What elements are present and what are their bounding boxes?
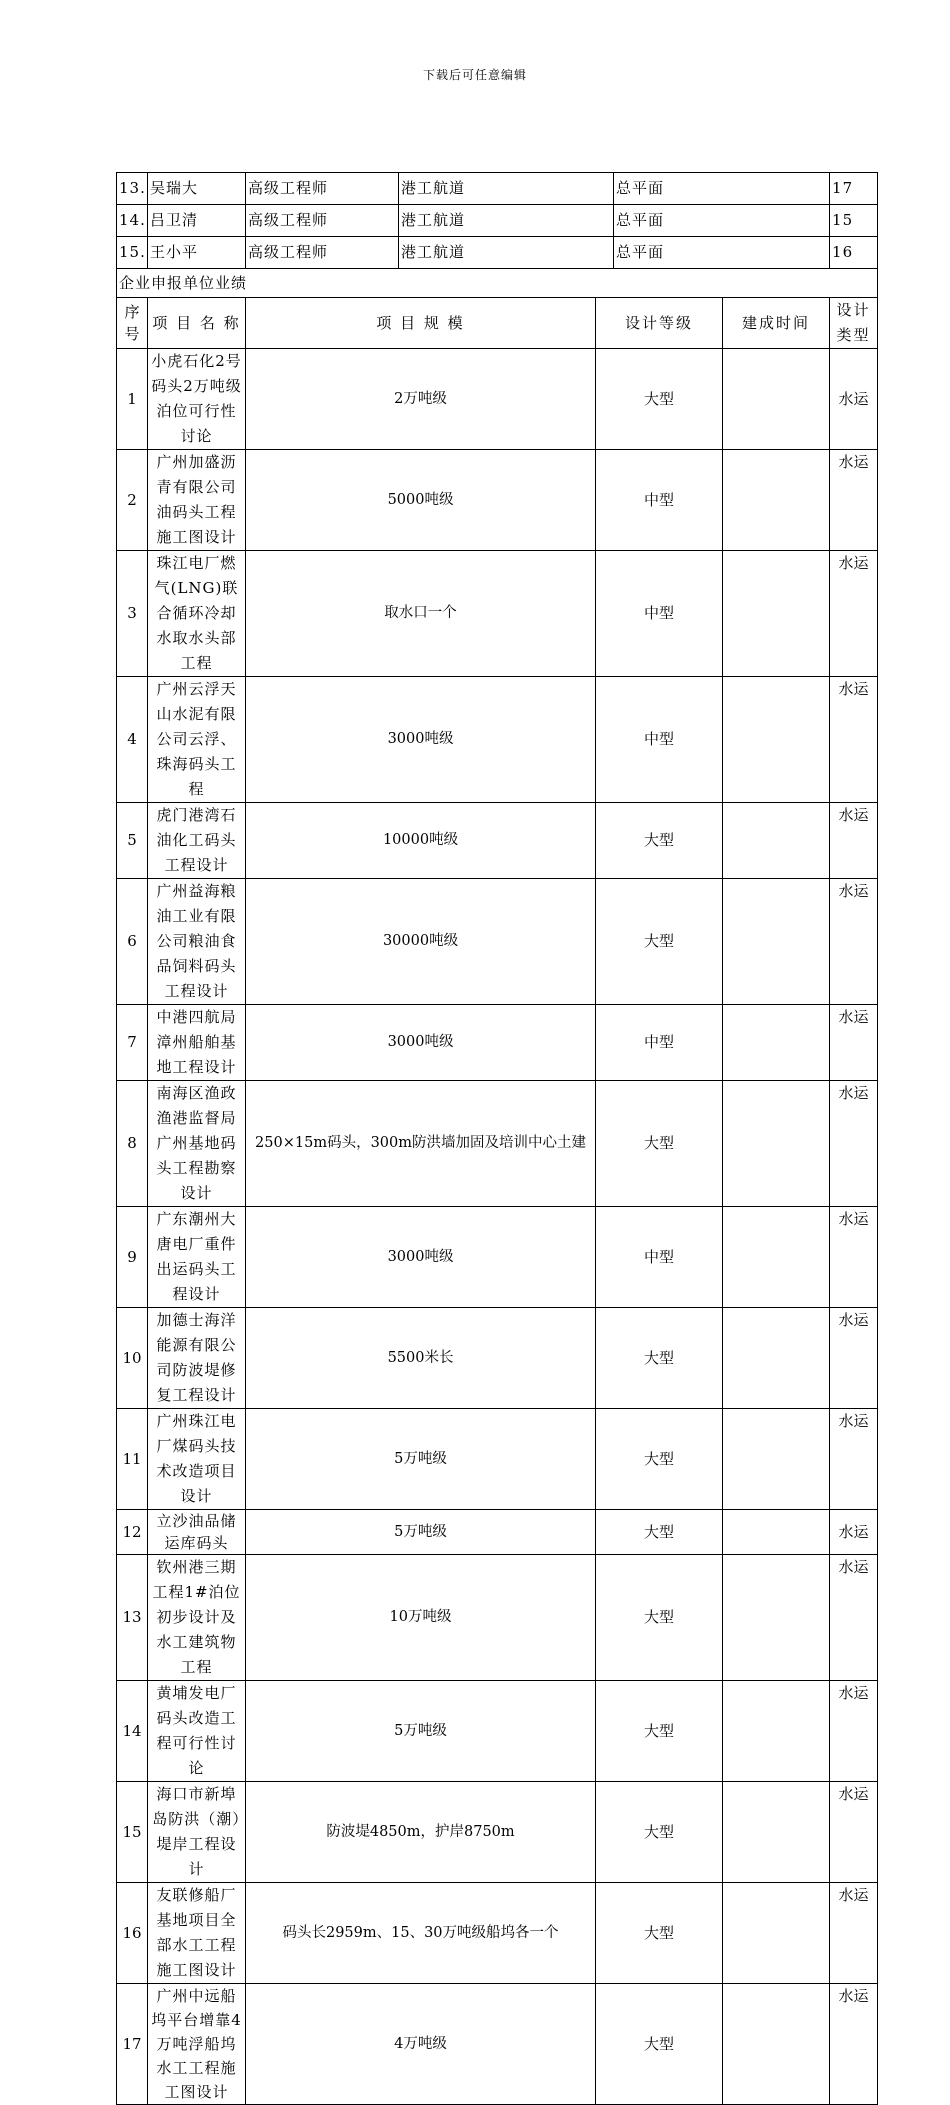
- project-scale: 5500米长: [246, 1308, 596, 1409]
- project-time: [723, 1409, 830, 1510]
- project-scale: 250×15m码头，300m防洪墙加固及培训中心土建: [246, 1081, 596, 1207]
- table-row: [117, 349, 878, 450]
- staff-major: 港工航道: [399, 173, 614, 205]
- project-scale: 3000吨级: [246, 1207, 596, 1308]
- project-time: [723, 1555, 830, 1681]
- staff-name: 吕卫清: [148, 205, 246, 237]
- project-scale: 10万吨级: [246, 1555, 596, 1681]
- project-time: [723, 677, 830, 803]
- project-time: [723, 803, 830, 879]
- table-row: [117, 1308, 878, 1409]
- project-no: 13: [117, 1555, 148, 1681]
- project-name: 钦州港三期工程1#泊位初步设计及水工建筑物工程: [148, 1555, 246, 1681]
- project-type: 水运: [830, 1005, 878, 1081]
- project-grade: 中型: [596, 450, 723, 551]
- project-list: [117, 349, 878, 2105]
- project-time: [723, 1081, 830, 1207]
- staff-years: 15: [830, 205, 878, 237]
- project-no: 12: [117, 1510, 148, 1555]
- project-grade: 中型: [596, 1207, 723, 1308]
- project-time: [723, 1883, 830, 1984]
- project-scale: 2万吨级: [246, 349, 596, 450]
- project-no: 10: [117, 1308, 148, 1409]
- project-grade: 大型: [596, 1510, 723, 1555]
- project-name: 海口市新埠岛防洪（潮）堤岸工程设计: [148, 1782, 246, 1883]
- project-no: 6: [117, 879, 148, 1005]
- staff-role: 总平面: [614, 205, 830, 237]
- project-grade: 大型: [596, 1308, 723, 1409]
- staff-role: 总平面: [614, 173, 830, 205]
- project-grade: 大型: [596, 803, 723, 879]
- staff-years: 17: [830, 173, 878, 205]
- project-no: 14: [117, 1681, 148, 1782]
- project-type: 水运: [830, 1308, 878, 1409]
- project-name: 立沙油品储运库码头: [148, 1510, 246, 1555]
- project-scale: 5万吨级: [246, 1409, 596, 1510]
- project-type: 水运: [830, 450, 878, 551]
- staff-name: 王小平: [148, 237, 246, 269]
- column-header-type: 设计类型: [830, 298, 878, 349]
- project-type: 水运: [830, 677, 878, 803]
- table-row: [117, 803, 878, 879]
- project-name: 中港四航局漳州船舶基地工程设计: [148, 1005, 246, 1081]
- project-name: 虎门港湾石油化工码头工程设计: [148, 803, 246, 879]
- staff-title: 高级工程师: [246, 173, 399, 205]
- table-row: [117, 450, 878, 551]
- staff-row: [117, 237, 878, 269]
- table-row: [117, 1207, 878, 1308]
- project-grade: 大型: [596, 349, 723, 450]
- project-no: 9: [117, 1207, 148, 1308]
- section-title: 企业申报单位业绩: [117, 269, 878, 298]
- project-name: 广东潮州大唐电厂重件出运码头工程设计: [148, 1207, 246, 1308]
- project-name: 广州珠江电厂煤码头技术改造项目设计: [148, 1409, 246, 1510]
- project-type: 水运: [830, 803, 878, 879]
- page-header: 下载后可任意编辑: [422, 68, 527, 82]
- table-row: [117, 1555, 878, 1681]
- staff-row: [117, 173, 878, 205]
- project-grade: 大型: [596, 879, 723, 1005]
- project-scale: 5万吨级: [246, 1510, 596, 1555]
- project-scale: 3000吨级: [246, 1005, 596, 1081]
- project-no: 16: [117, 1883, 148, 1984]
- project-scale: 10000吨级: [246, 803, 596, 879]
- project-grade: 大型: [596, 1681, 723, 1782]
- project-grade: 中型: [596, 1005, 723, 1081]
- column-header-name: 项 目 名 称: [148, 298, 246, 349]
- project-grade: 大型: [596, 1409, 723, 1510]
- staff-no: 14.: [117, 205, 148, 237]
- staff-major: 港工航道: [399, 237, 614, 269]
- project-time: [723, 1005, 830, 1081]
- staff-title: 高级工程师: [246, 205, 399, 237]
- table-row: [117, 1883, 878, 1984]
- project-type: 水运: [830, 1555, 878, 1681]
- project-name: 友联修船厂基地项目全部水工工程施工图设计: [148, 1883, 246, 1984]
- project-type: 水运: [830, 551, 878, 677]
- project-time: [723, 1510, 830, 1555]
- project-no: 2: [117, 450, 148, 551]
- staff-major: 港工航道: [399, 205, 614, 237]
- project-type: 水运: [830, 1883, 878, 1984]
- table-row: [117, 1681, 878, 1782]
- column-header-seq: 序号: [117, 298, 148, 349]
- table-row: [117, 1782, 878, 1883]
- table-row: [117, 1409, 878, 1510]
- project-type: 水运: [830, 1207, 878, 1308]
- project-scale: 码头长2959m、15、30万吨级船坞各一个: [246, 1883, 596, 1984]
- project-grade: 大型: [596, 1782, 723, 1883]
- project-no: 4: [117, 677, 148, 803]
- project-grade: 大型: [596, 1883, 723, 1984]
- project-name: 广州加盛沥青有限公司油码头工程施工图设计: [148, 450, 246, 551]
- project-no: 1: [117, 349, 148, 450]
- table-row: [117, 1984, 878, 2105]
- project-type: 水运: [830, 1782, 878, 1883]
- project-no: 8: [117, 1081, 148, 1207]
- project-no: 5: [117, 803, 148, 879]
- project-type: 水运: [830, 1510, 878, 1555]
- table-row: [117, 879, 878, 1005]
- project-scale: 防波堤4850m，护岸8750m: [246, 1782, 596, 1883]
- column-header-time: 建成时间: [723, 298, 830, 349]
- project-grade: 中型: [596, 677, 723, 803]
- table-row: [117, 1510, 878, 1555]
- staff-name: 吴瑞大: [148, 173, 246, 205]
- column-header-scale: 项 目 规 模: [246, 298, 596, 349]
- staff-row: [117, 205, 878, 237]
- project-time: [723, 349, 830, 450]
- table-row: [117, 1005, 878, 1081]
- project-scale: 3000吨级: [246, 677, 596, 803]
- table-header-row: [117, 298, 878, 349]
- project-type: 水运: [830, 879, 878, 1005]
- project-time: [723, 1782, 830, 1883]
- project-name: 南海区渔政渔港监督局广州基地码头工程勘察设计: [148, 1081, 246, 1207]
- project-name: 广州云浮天山水泥有限公司云浮、珠海码头工程: [148, 677, 246, 803]
- staff-years: 16: [830, 237, 878, 269]
- project-scale: 5万吨级: [246, 1681, 596, 1782]
- project-no: 15: [117, 1782, 148, 1883]
- project-time: [723, 1207, 830, 1308]
- project-grade: 大型: [596, 1081, 723, 1207]
- project-name: 小虎石化2号码头2万吨级泊位可行性讨论: [148, 349, 246, 450]
- project-time: [723, 879, 830, 1005]
- project-time: [723, 1984, 830, 2105]
- project-name: 广州益海粮油工业有限公司粮油食品饲料码头工程设计: [148, 879, 246, 1005]
- project-scale: 30000吨级: [246, 879, 596, 1005]
- staff-list: [117, 173, 878, 269]
- project-no: 11: [117, 1409, 148, 1510]
- project-time: [723, 1681, 830, 1782]
- project-type: 水运: [830, 349, 878, 450]
- project-time: [723, 450, 830, 551]
- qualification-table: [116, 172, 878, 2105]
- project-scale: 5000吨级: [246, 450, 596, 551]
- project-no: 7: [117, 1005, 148, 1081]
- project-grade: 大型: [596, 1984, 723, 2105]
- table-row: [117, 1081, 878, 1207]
- staff-title: 高级工程师: [246, 237, 399, 269]
- staff-no: 15.: [117, 237, 148, 269]
- project-type: 水运: [830, 1681, 878, 1782]
- project-grade: 中型: [596, 551, 723, 677]
- project-scale: 4万吨级: [246, 1984, 596, 2105]
- project-no: 17: [117, 1984, 148, 2105]
- project-name: 黄埔发电厂码头改造工程可行性讨论: [148, 1681, 246, 1782]
- table-row: [117, 551, 878, 677]
- project-type: 水运: [830, 1984, 878, 2105]
- project-time: [723, 551, 830, 677]
- project-scale: 取水口一个: [246, 551, 596, 677]
- table-row: [117, 677, 878, 803]
- staff-no: 13.: [117, 173, 148, 205]
- staff-role: 总平面: [614, 237, 830, 269]
- project-type: 水运: [830, 1409, 878, 1510]
- project-name: 加德士海洋能源有限公司防波堤修复工程设计: [148, 1308, 246, 1409]
- project-type: 水运: [830, 1081, 878, 1207]
- column-header-grade: 设计等级: [596, 298, 723, 349]
- project-time: [723, 1308, 830, 1409]
- project-name: 珠江电厂燃气(LNG)联合循环冷却水取水头部工程: [148, 551, 246, 677]
- project-no: 3: [117, 551, 148, 677]
- project-grade: 大型: [596, 1555, 723, 1681]
- project-name: 广州中远船坞平台增靠4万吨浮船坞水工工程施工图设计: [148, 1984, 246, 2105]
